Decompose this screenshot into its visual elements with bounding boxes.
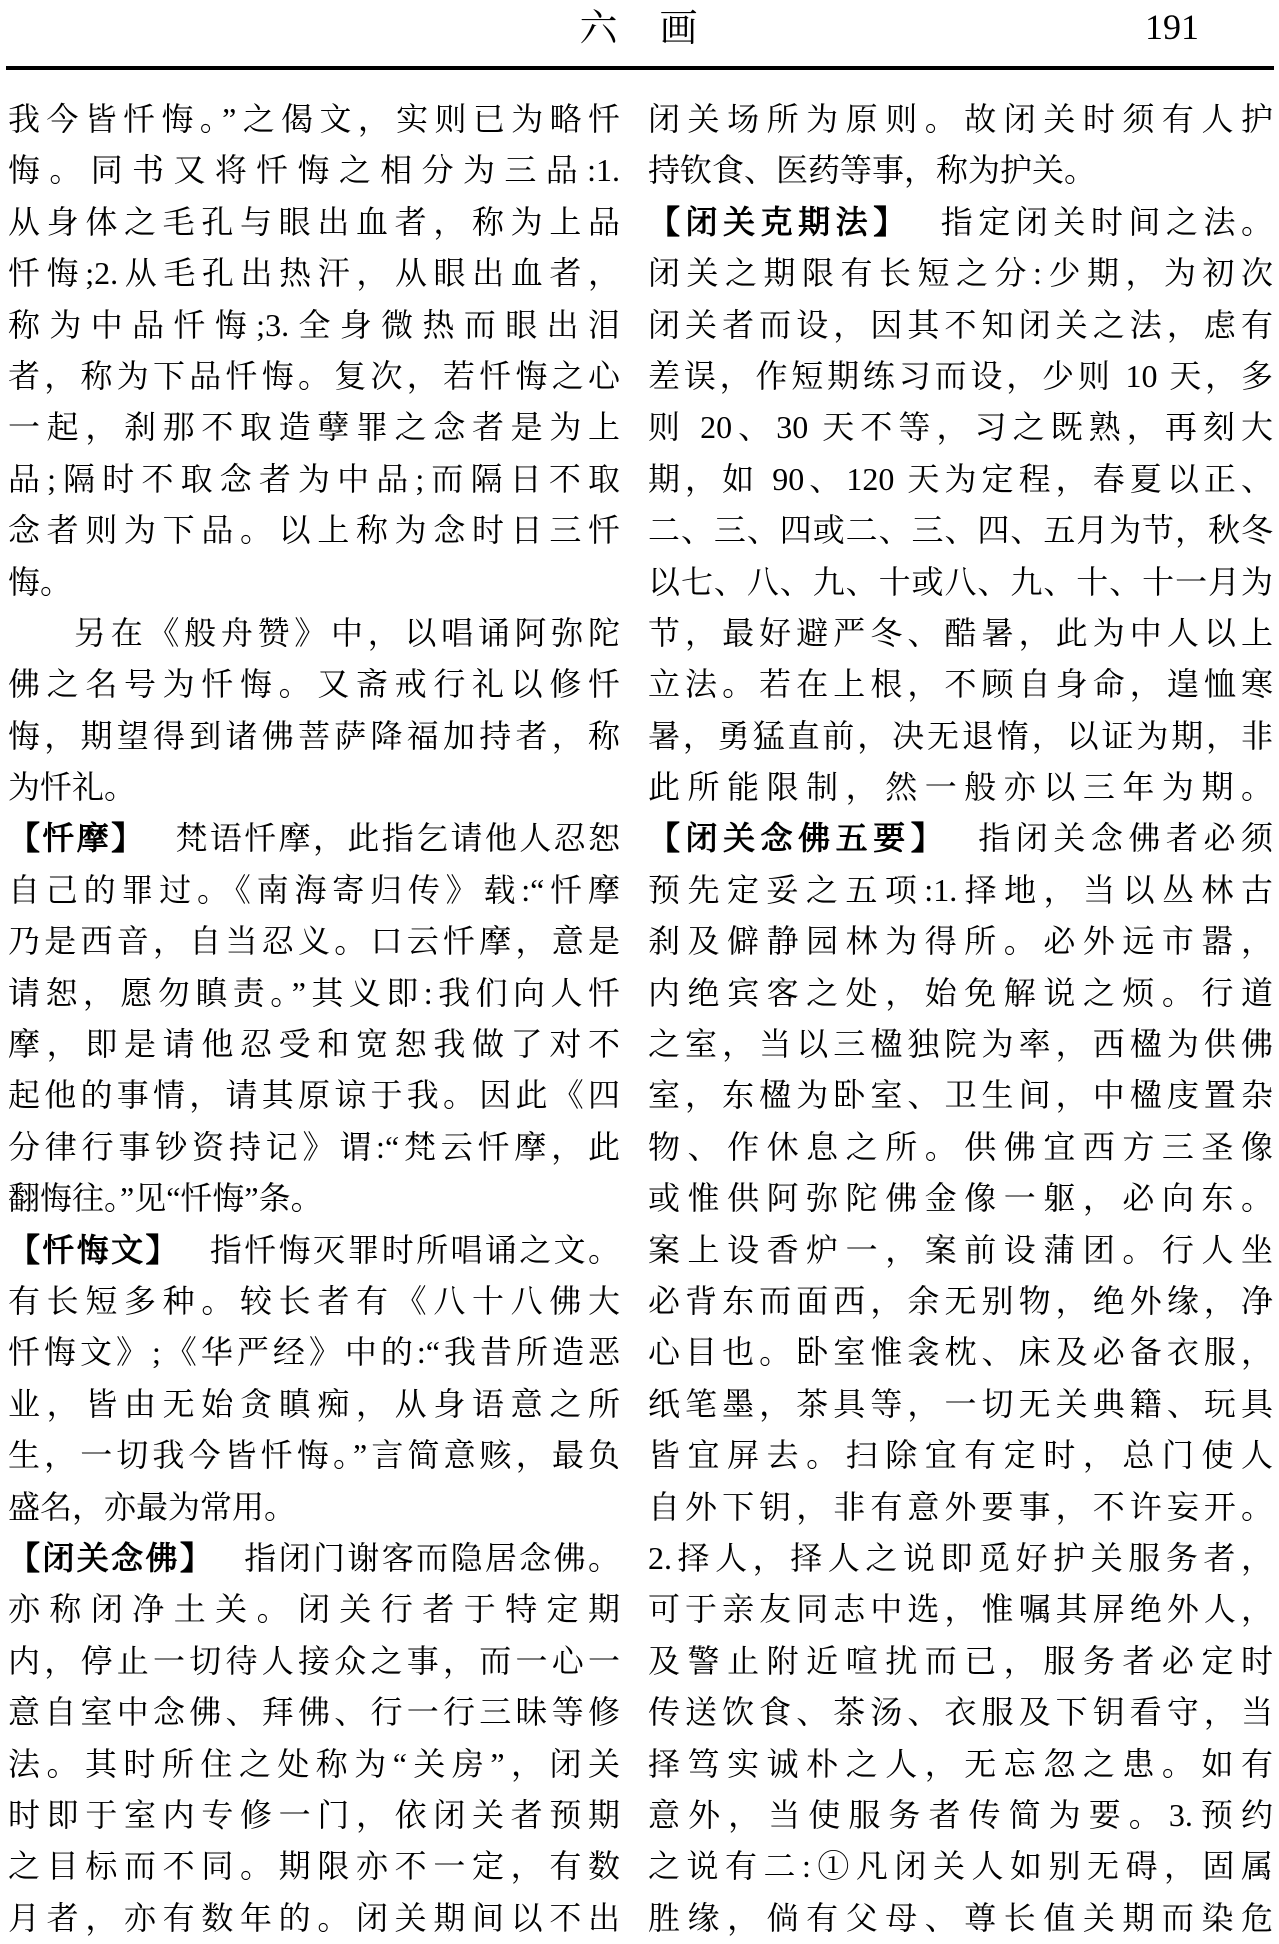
text-line: 物、作休息之所。供佛宜西方三圣像 [648, 1128, 1273, 1165]
text-line: 期，如 90、120 天为定程，春夏以正、 [648, 460, 1273, 497]
text-line: 者，称为下品忏悔。复次，若忏悔之心 [8, 357, 620, 394]
text-line: 此所能限制，然一般亦以三年为期。 [648, 769, 1273, 806]
text-line: 有长短多种。较长者有《八十八佛大 [8, 1282, 620, 1319]
text-line: 另在《般舟赞》中，以唱诵阿弥陀 [74, 614, 620, 651]
text-line: 乃是西音，自当忍义。口云忏摩，意是 [8, 923, 620, 960]
text-line: 悔。 [8, 563, 73, 600]
entry-headword: 【忏摩】 [8, 820, 146, 857]
text-line: 从身体之毛孔与眼出血者，称为上品 [8, 203, 620, 240]
text-line: 分律行事钞资持记》谓:“梵云忏摩，此 [8, 1128, 620, 1165]
text-line: 可于亲友同志中选，惟嘱其屏绝外人， [648, 1591, 1273, 1628]
text-line: 或惟供阿弥陀佛金像一躯，必向东。 [648, 1180, 1273, 1217]
text-line: 【忏摩】 梵语忏摩，此指乞请他人忍恕 [8, 820, 620, 857]
text-line: 闭关之期限有长短之分:少期，为初次 [648, 255, 1273, 292]
text-column-left [8, 94, 620, 1944]
text-line: 起他的事情，请其原谅于我。因此《四 [8, 1077, 620, 1114]
text-line: 闭关场所为原则。故闭关时须有人护 [648, 101, 1273, 137]
text-line: 翻悔往。”见“忏悔”条。 [8, 1180, 323, 1217]
text-line: 请恕，愿勿瞋责。”其义即:我们向人忏 [8, 974, 620, 1011]
text-line: 之说有二:①凡闭关人如别无碍，固属 [648, 1848, 1273, 1885]
text-line: 及警止附近喧扰而已，服务者必定时 [648, 1642, 1273, 1679]
text-line: 内，停止一切待人接众之事，而一心一 [8, 1642, 620, 1679]
text-line: 我今皆忏悔。”之偈文，实则已为略忏 [8, 101, 620, 137]
text-line: 闭关者而设，因其不知闭关之法，虑有 [648, 306, 1273, 343]
text-line: 则 20、30 天不等，习之既熟，再刻大 [648, 409, 1273, 446]
entry-headword: 【忏悔文】 [8, 1231, 180, 1268]
text-line: 摩，即是请他忍受和宽恕我做了对不 [8, 1026, 620, 1063]
text-line: 品;隔时不取念者为中品;而隔日不取 [8, 460, 620, 497]
text-line: 之目标而不同。期限亦不一定，有数 [8, 1848, 620, 1885]
text-line: 皆宜屏去。扫除宜有定时，总门使人 [648, 1437, 1273, 1474]
text-line: 意自室中念佛、拜佛、行一行三昧等修 [8, 1694, 620, 1731]
text-line: 【忏悔文】 指忏悔灭罪时所唱诵之文。 [8, 1231, 620, 1268]
text-line: 二、三、四或二、三、四、五月为节，秋冬 [648, 512, 1273, 549]
text-line: 佛之名号为忏悔。又斋戒行礼以修忏 [8, 666, 620, 703]
page-number: 191 [1145, 7, 1199, 47]
text-line: 一起，刹那不取造孽罪之念者是为上 [8, 409, 620, 446]
text-line: 生，一切我今皆忏悔。”言简意赅，最负 [8, 1437, 620, 1474]
text-line: 案上设香炉一，案前设蒲团。行人坐 [648, 1231, 1273, 1268]
entry-headword: 【闭关念佛】 [8, 1539, 215, 1576]
text-line: 立法。若在上根，不顾自身命，遑恤寒 [648, 666, 1273, 703]
text-line: 盛名，亦最为常用。 [8, 1488, 297, 1525]
page-body [0, 94, 1279, 1944]
text-line: 预先定妥之五项:1.择地，当以丛林古 [648, 871, 1273, 908]
text-line: 必背东而面西，余无别物，绝外缘，净 [648, 1282, 1273, 1319]
text-line: 悔，期望得到诸佛菩萨降福加持者，称 [8, 717, 620, 754]
header-divider [6, 66, 1274, 70]
text-line: 忏悔文》;《华严经》中的:“我昔所造恶 [8, 1334, 620, 1371]
text-line: 【闭关念佛五要】 指闭关念佛者必须 [648, 820, 1273, 857]
text-line: 月者，亦有数年的。闭关期间以不出 [8, 1899, 620, 1936]
text-line: 亦称闭净土关。闭关行者于特定期 [8, 1591, 620, 1628]
text-line: 纸笔墨，茶具等，一切无关典籍、玩具 [648, 1385, 1273, 1422]
text-line: 刹及僻静园林为得所。必外远市嚣， [648, 923, 1273, 960]
text-line: 心目也。卧室惟衾枕、床及必备衣服， [648, 1334, 1273, 1371]
text-line: 传送饮食、茶汤、衣服及下钥看守，当 [648, 1694, 1273, 1731]
text-line: 【闭关克期法】 指定闭关时间之法。 [648, 203, 1273, 240]
text-line: 时即于室内专修一门，依闭关者预期 [8, 1796, 620, 1833]
text-line: 节，最好避严冬、酷暑，此为中人以上 [648, 614, 1273, 651]
text-line: 为忏礼。 [8, 769, 137, 806]
entry-headword: 【闭关念佛五要】 [648, 820, 949, 857]
text-line: 称为中品忏悔;3.全身微热而眼出泪 [8, 306, 620, 343]
text-line: 【闭关念佛】 指闭门谢客而隐居念佛。 [8, 1539, 620, 1576]
text-line: 2.择人，择人之说即觅好护关服务者， [648, 1539, 1273, 1576]
text-line: 意外，当使服务者传简为要。3.预约 [648, 1796, 1273, 1833]
text-line: 胜缘，倘有父母、尊长值关期而染危 [648, 1899, 1273, 1936]
text-line: 差误，作短期练习而设，少则 10 天，多 [648, 357, 1273, 394]
text-line: 念者则为下品。以上称为念时日三忏 [8, 512, 620, 549]
text-line: 内绝宾客之处，始免解说之烦。行道 [648, 974, 1273, 1011]
text-line: 室，东楹为卧室、卫生间，中楹庋置杂 [648, 1077, 1273, 1114]
text-line: 之室，当以三楹独院为率，西楹为供佛 [648, 1026, 1273, 1063]
text-line: 自己的罪过。《南海寄归传》载:“忏摩 [8, 871, 620, 908]
text-line: 业，皆由无始贪瞋痴，从身语意之所 [8, 1385, 620, 1422]
text-line: 自外下钥，非有意外要事，不许妄开。 [648, 1488, 1273, 1525]
text-line: 以七、八、九、十或八、九、十、十一月为 [648, 563, 1273, 600]
section-title: 六 画 [579, 8, 700, 50]
entry-headword: 【闭关克期法】 [648, 203, 911, 240]
text-line: 择笃实诚朴之人，无忘忽之患。如有 [648, 1745, 1273, 1782]
text-column-right [648, 94, 1273, 1944]
text-line: 悔。同书又将忏悔之相分为三品:1. [8, 152, 620, 189]
text-line: 持钦食、医药等事，称为护关。 [648, 152, 1097, 189]
text-line: 法。其时所住之处称为“关房”，闭关 [8, 1745, 620, 1782]
text-line: 暑，勇猛直前，决无退惰，以证为期，非 [648, 717, 1273, 754]
text-line: 忏悔;2.从毛孔出热汗，从眼出血者， [8, 255, 620, 292]
page-header [0, 0, 1279, 58]
